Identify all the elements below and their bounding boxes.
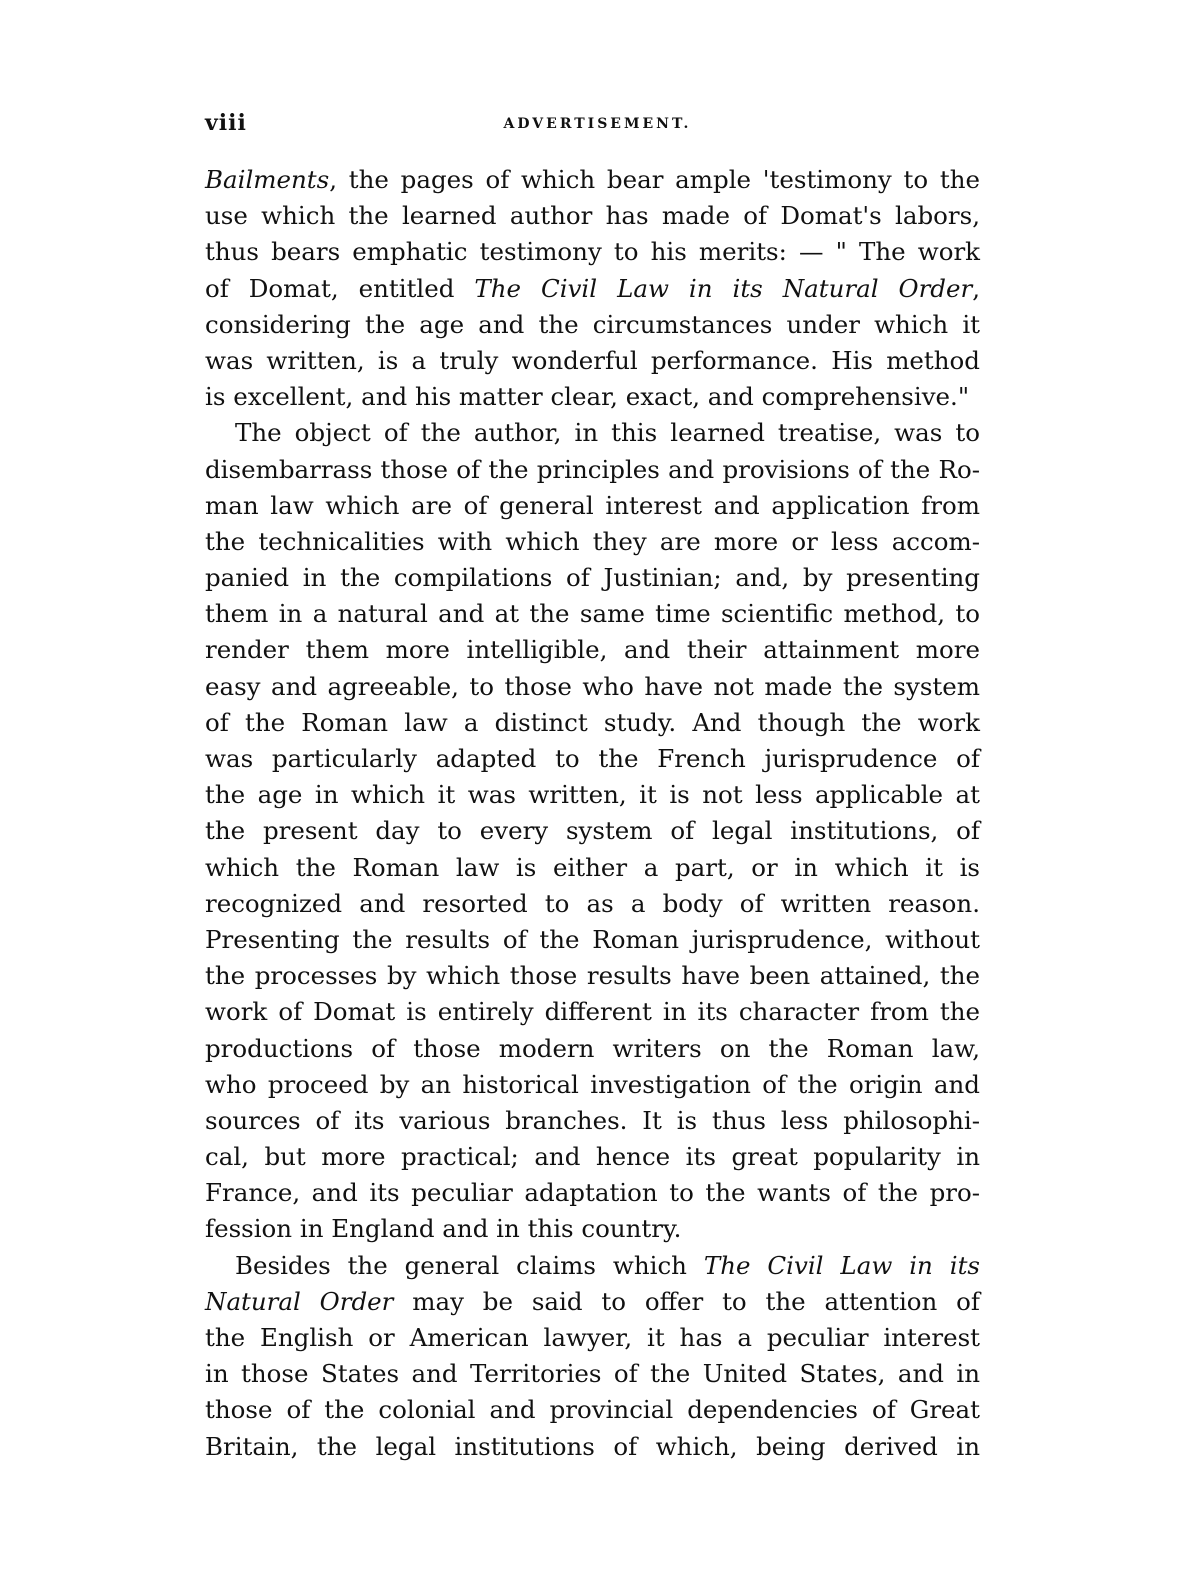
text-line: is excellent, and his matter clear, exact, and comprehensive." [205,382,970,412]
text-line: in those States and Territories of the United States, and in [205,1359,980,1389]
body-text [205,162,980,1465]
text-line: was particularly adapted to the French jurisprudence of [205,744,980,773]
text-line: recognized and resorted to as a body of written reason. [205,888,980,918]
text-line: Besides the general claims which The Civil Law in its [235,1250,980,1280]
text-line: those of the colonial and provincial dependencies of Great [205,1395,980,1425]
text-line: productions of those modern writers on the Roman law, [205,1033,980,1063]
text-line: them in a natural and at the same time scientific method, to [205,599,980,629]
text-line: render them more intelligible, and their attainment more [205,635,980,665]
text-line: who proceed by an historical investigation of the origin and [205,1069,980,1099]
text-line: the present day to every system of legal institutions, of [205,816,980,846]
text-line: Presenting the results of the Roman jurisprudence, without [205,924,980,954]
text-line: panied in the compilations of Justinian; and, by presenting [205,563,980,593]
text-line: fession in England and in this country. [205,1214,682,1244]
text-line: Britain, the legal institutions of which, being derived in [205,1431,980,1461]
text-line: The object of the author, in this learned treatise, was to [235,418,980,448]
header-title: ADVERTISEMENT. [503,116,692,132]
text-line: Bailments, the pages of which bear ample 'testimony to the [205,165,980,194]
text-line: which the Roman law is either a part, or in which it is [205,852,980,882]
text-line: use which the learned author has made of Domat's labors, [205,201,980,231]
text-line: man law which are of general interest and application from [205,490,980,520]
paragraph [205,162,980,415]
running-head [205,110,980,140]
text-line: the English or American lawyer, it has a peculiar interest [205,1323,980,1352]
text-line: the processes by which those results have been attained, the [205,961,980,991]
page-number: viii [205,110,247,136]
text-line: sources of its various branches. It is thus less philosophi- [205,1105,980,1135]
text-line: of the Roman law a distinct study. And though the work [205,707,980,737]
text-line: cal, but more practical; and hence its great popularity in [205,1142,980,1172]
text-line: the age in which it was written, it is not less applicable at [205,780,980,810]
text-line: the technicalities with which they are more or less accom- [205,526,980,556]
paragraph [205,1248,980,1465]
text-line: disembarrass those of the principles and provisions of the Ro- [205,454,980,484]
text-line: was written, is a truly wonderful performance. His method [205,345,980,375]
text-line: easy and agreeable, to those who have not made the system [205,671,980,701]
text-line: thus bears emphatic testimony to his merits: — " The work [205,237,980,267]
text-line: of Domat, entitled The Civil Law in its Natural Order, [205,273,980,303]
text-line: work of Domat is entirely different in its character from the [205,997,980,1027]
text-line: France, and its peculiar adaptation to the wants of the pro- [205,1178,980,1208]
text-line: considering the age and the circumstances under which it [205,309,980,339]
paragraph [205,415,980,1247]
text-line: Natural Order may be said to offer to the attention of [205,1286,981,1316]
